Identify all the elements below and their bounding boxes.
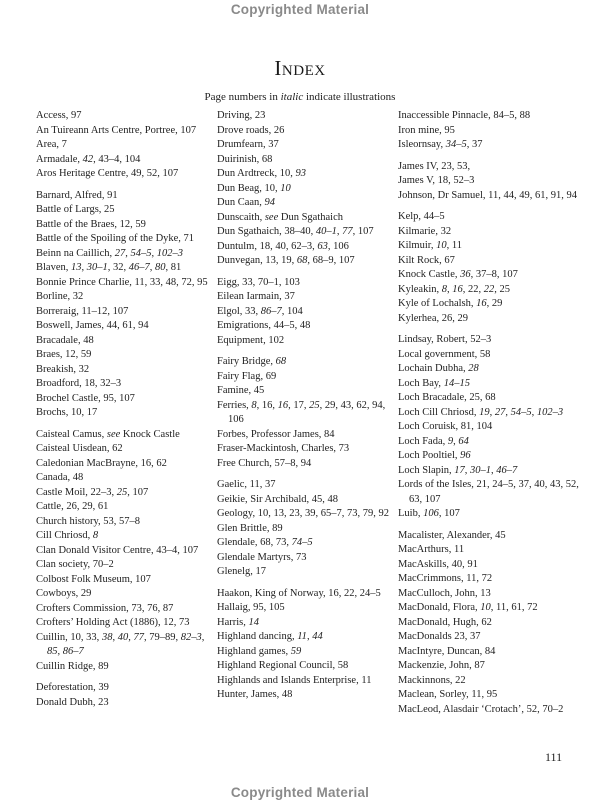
index-entry: Geology, 10, 13, 23, 39, 65–7, 73, 79, 92 <box>217 508 389 519</box>
index-entry: Loch Cill Chriosd, 19, 27, 54–5, 102–3 <box>398 406 564 418</box>
group-spacer <box>217 471 393 478</box>
index-entry: Duirinish, 68 <box>217 153 273 165</box>
illustration-page-ref: 30–1 <box>470 464 492 476</box>
illustration-page-ref: 9 <box>447 435 454 447</box>
illustration-page-ref: 13 <box>71 262 82 273</box>
index-entry: Area, 7 <box>36 139 67 150</box>
illustration-page-ref: 96 <box>460 450 471 461</box>
illustration-page-ref: 19 <box>479 406 490 418</box>
index-entry: Dun Ardtreck, 10, 93 <box>217 168 306 179</box>
index-entry: Fraser-Mackintosh, Charles, 73 <box>217 443 350 454</box>
index-entry: Kyleakin, 8, 16, 22, 22, 25 <box>398 283 510 295</box>
index-entry: Bonnie Prince Charlie, 11, 33, 48, 72, 95 <box>36 276 208 288</box>
index-entry: Dunvegan, 13, 19, 68, 68–9, 107 <box>217 255 355 266</box>
index-entry: Battle of the Braes, 12, 59 <box>36 218 146 230</box>
subtitle-text-end: indicate illustrations <box>303 91 396 103</box>
index-entry: Broadford, 18, 32–3 <box>36 378 122 389</box>
index-entry: Inaccessible Pinnacle, 84–5, 88 <box>398 110 531 121</box>
index-entry: Braes, 12, 59 <box>36 349 92 360</box>
illustration-page-ref: 11 <box>297 631 307 642</box>
group-spacer <box>217 580 393 587</box>
index-entry: Canada, 48 <box>36 472 84 483</box>
index-entry: Iron mine, 95 <box>398 124 455 136</box>
index-entry: Borreraig, 11–12, 107 <box>36 305 129 317</box>
illustration-page-ref: 34–5 <box>445 139 467 150</box>
index-entry: Ferries, 8, 16, 16, 17, 25, 29, 43, 62, 94, 106 <box>217 399 386 425</box>
illustration-page-ref: 59 <box>290 645 302 657</box>
subtitle-text: Page numbers in <box>204 91 281 103</box>
index-entry: Harris, 14 <box>217 616 259 628</box>
illustration-page-ref: 68 <box>296 255 308 266</box>
illustration-page-ref: see <box>106 428 121 440</box>
index-entry: Colbost Folk Museum, 107 <box>36 573 151 585</box>
index-entry: Local government, 58 <box>398 348 491 360</box>
index-entry: MacDonalds 23, 37 <box>398 631 481 642</box>
illustration-page-ref: 40–1 <box>315 226 337 237</box>
illustration-page-ref: 85 <box>47 646 58 657</box>
copyright-watermark-bottom: Copyrighted Material <box>230 785 370 800</box>
index-entry: Dun Caan, 94 <box>217 197 276 208</box>
illustration-page-ref: 94 <box>264 197 276 208</box>
index-entry: Church history, 53, 57–8 <box>36 515 141 527</box>
group-spacer <box>217 348 393 355</box>
index-entry: Hallaig, 95, 105 <box>217 602 285 613</box>
illustration-page-ref: 16 <box>277 399 289 411</box>
group-spacer <box>398 326 588 333</box>
index-column-3 <box>398 109 588 717</box>
illustration-page-ref: 38 <box>101 631 113 643</box>
index-entry: Dun Sgathaich, 38–40, 40–1, 77, 107 <box>217 226 374 237</box>
index-entry: Fairy Flag, 69 <box>217 370 277 382</box>
illustration-page-ref: 10 <box>480 602 491 613</box>
index-entry: Beinn na Caillich, 27, 54–5, 102–3 <box>36 247 183 259</box>
index-entry: Macalister, Alexander, 45 <box>398 529 506 541</box>
index-entry: Loch Pooltiel, 96 <box>398 450 471 461</box>
index-entry: Emigrations, 44–5, 48 <box>217 320 311 331</box>
index-entry: MacCulloch, John, 13 <box>398 587 491 599</box>
index-entry: Loch Slapin, 17, 30–1, 46–7 <box>398 464 518 476</box>
index-entry: Hunter, James, 48 <box>217 689 293 700</box>
illustration-page-ref: 10 <box>436 240 447 251</box>
page-number: 111 <box>545 750 563 764</box>
index-entry: Luib, 106, 107 <box>398 508 460 519</box>
index-entry: An Tuireann Arts Centre, Portree, 107 <box>36 124 197 136</box>
index-entry: James IV, 23, 53, <box>398 160 471 172</box>
index-entry: Haakon, King of Norway, 16, 22, 24–5 <box>217 587 381 599</box>
illustration-page-ref: 46–7 <box>496 464 518 476</box>
index-entry: Breakish, 32 <box>36 363 90 375</box>
index-entry: Drumfearn, 37 <box>217 139 279 150</box>
illustration-page-ref: 8 <box>251 399 257 411</box>
index-entry: Glendale, 68, 73, 74–5 <box>217 537 313 548</box>
index-entry: Highland Regional Council, 58 <box>217 660 349 671</box>
illustration-page-ref: 46–7 <box>128 262 150 273</box>
index-entry: MacLeod, Alasdair ‘Crotach’, 52, 70–2 <box>398 703 564 715</box>
index-entry: Brochel Castle, 95, 107 <box>36 392 135 404</box>
illustration-page-ref: 17 <box>454 464 465 476</box>
index-entry: Access, 97 <box>36 110 82 121</box>
index-entry: Crofters’ Holding Act (1886), 12, 73 <box>36 617 190 628</box>
index-entry: Fairy Bridge, 68 <box>217 356 287 367</box>
index-entry: Highlands and Islands Enterprise, 11 <box>217 674 372 686</box>
index-entry: Kylerhea, 26, 29 <box>398 312 468 324</box>
index-entry: Cill Chriosd, 8 <box>36 530 99 541</box>
illustration-page-ref: 93 <box>295 168 306 179</box>
illustration-page-ref: 30–1 <box>86 262 108 273</box>
index-entry: Caledonian MacBrayne, 16, 62 <box>36 457 167 469</box>
illustration-page-ref: 54–5 <box>130 247 152 259</box>
index-subtitle <box>0 90 600 104</box>
index-entry: Battle of Largs, 25 <box>36 204 115 215</box>
index-entry: Gaelic, 11, 37 <box>217 479 276 490</box>
illustration-page-ref: 68 <box>275 356 287 367</box>
index-entry: Isleornsay, 34–5, 37 <box>398 139 483 150</box>
illustration-page-ref: 42 <box>82 153 94 165</box>
illustration-page-ref: 27 <box>494 406 506 418</box>
group-spacer <box>36 182 212 189</box>
index-entry: Lochain Dubha, 28 <box>398 363 479 374</box>
index-entry: Eilean Iarmain, 37 <box>217 291 295 302</box>
index-entry: Caisteal Uisdean, 62 <box>36 443 123 454</box>
group-spacer <box>398 153 588 160</box>
index-entry: Clan society, 70–2 <box>36 559 114 570</box>
index-entry: Clan Donald Visitor Centre, 43–4, 107 <box>36 544 199 556</box>
illustration-page-ref: 8 <box>92 530 99 541</box>
index-entry: Kilmuir, 10, 11 <box>398 240 462 251</box>
illustration-page-ref: 8 <box>441 283 447 295</box>
index-entry: Glenelg, 17 <box>217 566 266 577</box>
illustration-page-ref: 25 <box>116 486 128 498</box>
illustration-page-ref: 86–7 <box>62 646 84 657</box>
index-entry: Aros Heritage Centre, 49, 52, 107 <box>36 168 179 179</box>
group-spacer <box>217 269 393 276</box>
index-entry: Forbes, Professor James, 84 <box>217 428 335 440</box>
index-entry: Glen Brittle, 89 <box>217 522 283 534</box>
index-entry: Armadale, 42, 43–4, 104 <box>36 153 141 165</box>
index-entry: Geikie, Sir Archibald, 45, 48 <box>217 493 339 505</box>
illustration-page-ref: 14–15 <box>443 377 470 389</box>
index-entry: Blaven, 13, 30–1, 32, 46–7, 80, 81 <box>36 262 182 273</box>
illustration-page-ref: 28 <box>468 363 479 374</box>
index-entry: Johnson, Dr Samuel, 11, 44, 49, 61, 91, 94 <box>398 189 577 201</box>
index-entry: Caisteal Camus, see Knock Castle <box>36 428 180 440</box>
illustration-page-ref: 40 <box>117 631 129 643</box>
illustration-page-ref: 82–3 <box>180 631 202 643</box>
index-entry: Mackenzie, John, 87 <box>398 660 485 671</box>
group-spacer <box>36 421 212 428</box>
illustration-page-ref: 86–7 <box>260 305 282 317</box>
index-entry: Battle of the Spoiling of the Dyke, 71 <box>36 233 195 244</box>
index-entry: Driving, 23 <box>217 110 266 121</box>
index-entry: Eigg, 33, 70–1, 103 <box>217 276 300 288</box>
illustration-page-ref: 36 <box>460 269 471 280</box>
index-entry: Equipment, 102 <box>217 334 285 346</box>
index-entry: James V, 18, 52–3 <box>398 175 475 186</box>
index-entry: Loch Coruisk, 81, 104 <box>398 421 493 432</box>
illustration-page-ref: 16 <box>452 283 463 295</box>
index-entry: Loch Bracadale, 25, 68 <box>398 392 496 403</box>
illustration-page-ref: 25 <box>309 399 320 411</box>
illustration-page-ref: 14 <box>248 616 259 628</box>
index-entry: Cuillin, 10, 33, 38, 40, 77, 79–89, 82–3, 85, 86–7 <box>36 631 205 657</box>
index-entry: MacDonald, Hugh, 62 <box>398 616 492 628</box>
index-entry: Highland dancing, 11, 44 <box>217 631 323 642</box>
illustration-page-ref: 10 <box>280 182 291 194</box>
subtitle-italic-word: italic <box>280 91 304 103</box>
page-title: Index <box>274 56 326 80</box>
index-entry: Deforestation, 39 <box>36 682 109 693</box>
copyright-watermark-top: Copyrighted Material <box>230 2 370 17</box>
index-entry: Glendale Martyrs, 73 <box>217 551 307 563</box>
index-entry: Brochs, 10, 17 <box>36 407 98 418</box>
illustration-page-ref: 77 <box>133 631 144 643</box>
index-entry: Borline, 32 <box>36 291 84 302</box>
illustration-page-ref: 16 <box>476 298 487 309</box>
index-entry: Dun Beag, 10, 10 <box>217 182 291 194</box>
illustration-page-ref: 106 <box>423 508 439 519</box>
illustration-page-ref: 27 <box>114 247 126 259</box>
index-entry: Free Church, 57–8, 94 <box>217 457 312 469</box>
index-entry: Kelp, 44–5 <box>398 211 445 222</box>
group-spacer <box>398 522 588 529</box>
index-entry: Donald Dubh, 23 <box>36 696 109 708</box>
illustration-page-ref: 22 <box>483 283 495 295</box>
illustration-page-ref: see <box>264 211 279 223</box>
index-column-2 <box>217 109 393 703</box>
index-entry: Knock Castle, 36, 37–8, 107 <box>398 269 518 280</box>
illustration-page-ref: 102–3 <box>536 406 564 418</box>
index-entry: MacArthurs, 11 <box>398 544 465 555</box>
illustration-page-ref: 77 <box>342 226 353 237</box>
illustration-page-ref: 74–5 <box>291 537 313 548</box>
illustration-page-ref: 80 <box>155 262 166 273</box>
index-entry: Famine, 45 <box>217 385 265 396</box>
index-column-1 <box>36 109 212 710</box>
index-entry: Dunscaith, see Dun Sgathaich <box>217 211 343 223</box>
index-entry: Boswell, James, 44, 61, 94 <box>36 320 149 331</box>
index-entry: Duntulm, 18, 40, 62–3, 63, 106 <box>217 240 349 252</box>
index-entry: Kilmarie, 32 <box>398 225 452 237</box>
index-entry: MacAskills, 40, 91 <box>398 558 478 570</box>
index-entry: Highland games, 59 <box>217 645 302 657</box>
illustration-page-ref: 63 <box>317 240 328 252</box>
index-entry: MacCrimmons, 11, 72 <box>398 573 493 584</box>
illustration-page-ref: 102–3 <box>156 247 183 259</box>
index-entry: Cattle, 26, 29, 61 <box>36 501 109 512</box>
index-entry: Mackinnons, 22 <box>398 674 466 686</box>
illustration-page-ref: 44 <box>312 631 323 642</box>
group-spacer <box>36 674 212 681</box>
illustration-page-ref: 64 <box>458 435 469 447</box>
index-entry: Kyle of Lochalsh, 16, 29 <box>398 298 503 309</box>
index-entry: Lords of the Isles, 21, 24–5, 37, 40, 43, 52, 63, 107 <box>398 479 579 505</box>
index-entry: Barnard, Alfred, 91 <box>36 189 118 201</box>
index-entry: MacDonald, Flora, 10, 11, 61, 72 <box>398 602 538 613</box>
index-entry: MacIntyre, Duncan, 84 <box>398 645 496 657</box>
illustration-page-ref: 54–5 <box>510 406 532 418</box>
index-entry: Lindsay, Robert, 52–3 <box>398 334 492 345</box>
index-entry: Elgol, 33, 86–7, 104 <box>217 305 303 317</box>
index-entry: Loch Fada, 9, 64 <box>398 435 469 447</box>
index-entry: Cowboys, 29 <box>36 588 92 599</box>
index-entry: Loch Bay, 14–15 <box>398 377 470 389</box>
index-entry: Kilt Rock, 67 <box>398 254 455 266</box>
index-entry: Maclean, Sorley, 11, 95 <box>398 689 498 700</box>
index-entry: Bracadale, 48 <box>36 334 94 346</box>
index-entry: Castle Moil, 22–3, 25, 107 <box>36 486 149 498</box>
index-entry: Crofters Commission, 73, 76, 87 <box>36 602 174 614</box>
group-spacer <box>398 203 588 210</box>
index-entry: Drove roads, 26 <box>217 124 285 136</box>
index-entry: Cuillin Ridge, 89 <box>36 660 109 672</box>
